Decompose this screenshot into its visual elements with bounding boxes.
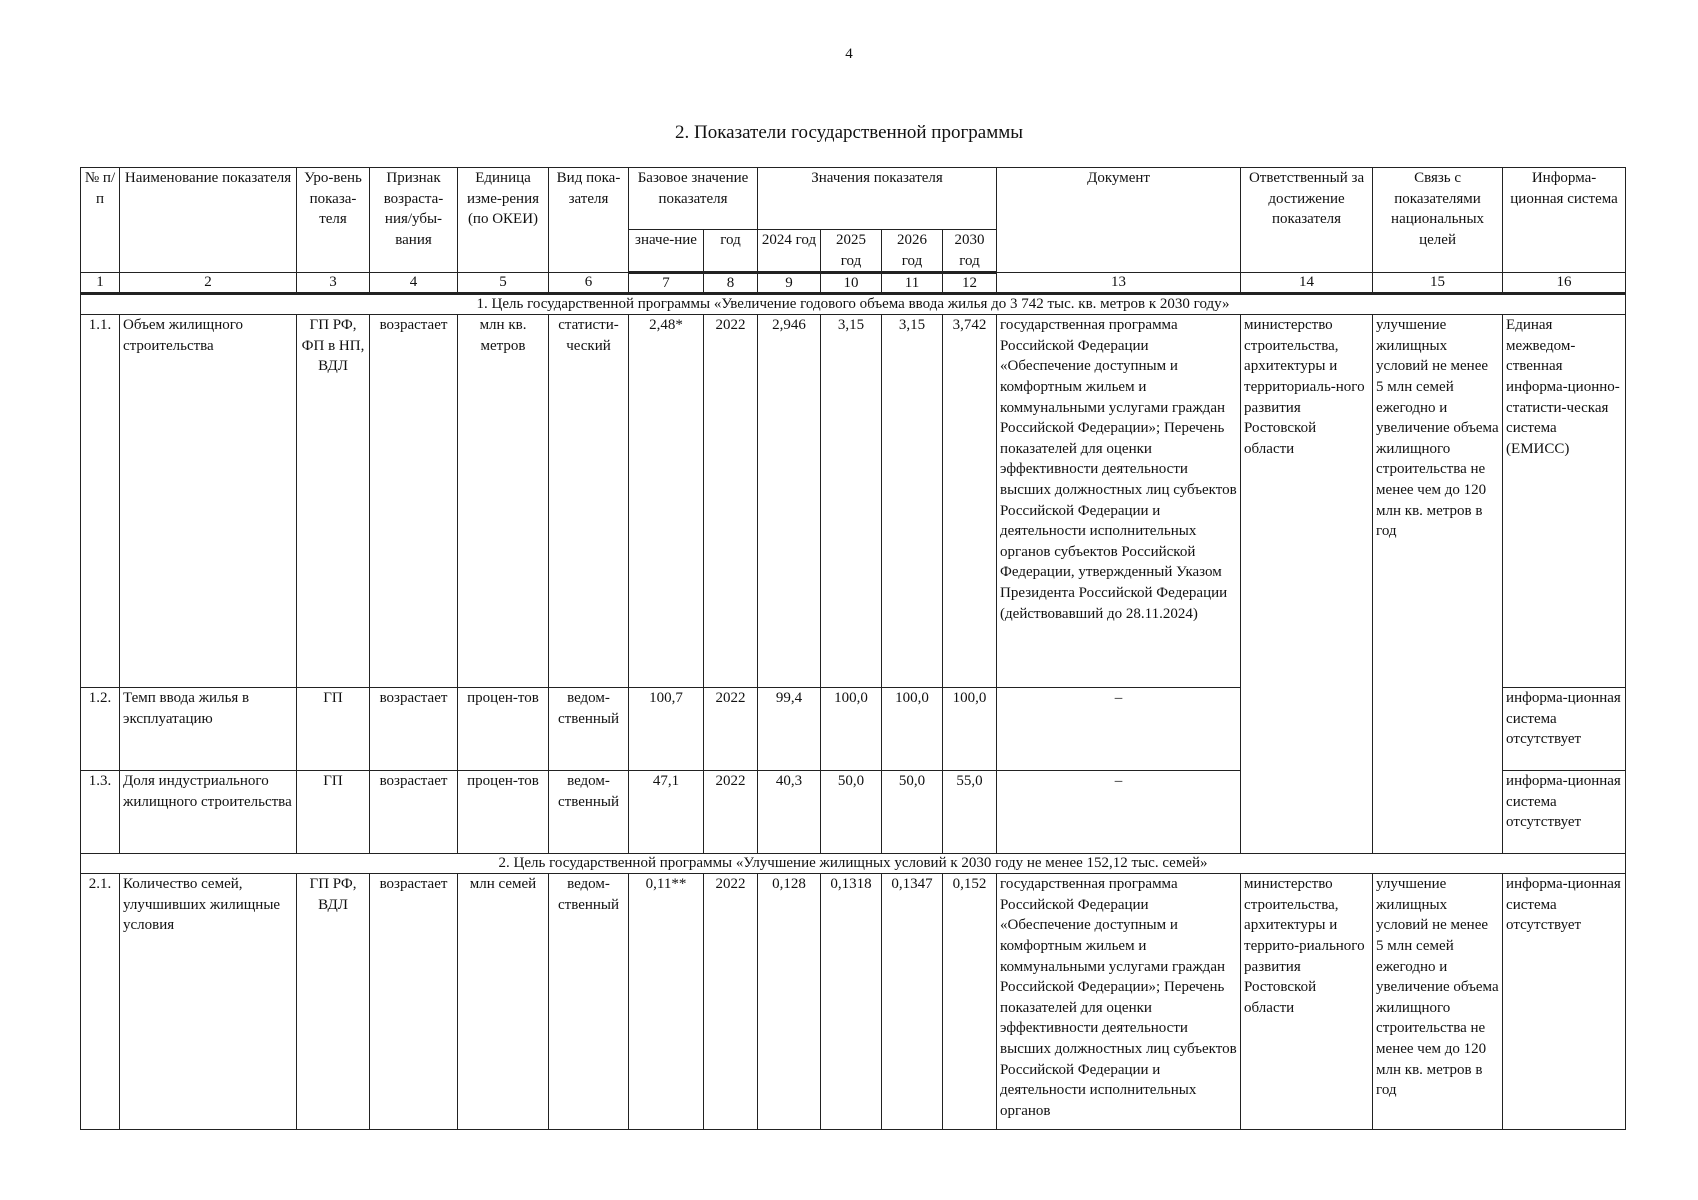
column-number: 5: [458, 273, 549, 294]
base-value: 100,7: [629, 688, 704, 771]
base-year: 2022: [704, 771, 758, 854]
value-2025: 3,15: [821, 315, 882, 688]
base-year: 2022: [704, 874, 758, 1130]
column-number: 14: [1241, 273, 1373, 294]
header-info-system: Информа-ционная система: [1503, 168, 1626, 273]
info-system-cell: информа-ционная система отсутствует: [1503, 688, 1626, 771]
national-goal-link-cell: улучшение жилищных условий не менее 5 млн семей ежегодно и увеличение объема жилищного строительства не менее чем до 120 млн кв. метров в год: [1373, 874, 1503, 1130]
column-number: 6: [549, 273, 629, 294]
header-num: № п/п: [81, 168, 120, 273]
row-number: 1.3.: [81, 771, 120, 854]
goal-row: [81, 854, 1626, 874]
column-number: 4: [370, 273, 458, 294]
header-2026: 2026 год: [882, 230, 943, 273]
column-number: 9: [758, 273, 821, 294]
indicator-name: Доля индустриального жилищного строительства: [120, 771, 297, 854]
header-unit: Единица изме-рения (по ОКЕИ): [458, 168, 549, 273]
column-number: 10: [821, 273, 882, 294]
goal-1: 1. Цель государственной программы «Увеличение годового объема ввода жилья до 3 742 тыс. кв. метров к 2030 году»: [81, 294, 1626, 315]
row-number: 1.2.: [81, 688, 120, 771]
base-value: 2,48*: [629, 315, 704, 688]
header-sign: Признак возраста-ния/убы-вания: [370, 168, 458, 273]
header-values: Значения показателя: [758, 168, 997, 230]
info-system-cell: информа-ционная система отсутствует: [1503, 874, 1626, 1130]
document-cell: государственная программа Российской Федерации «Обеспечение доступным и комфортным жильем и коммунальными услугами граждан Российской Федерации»; Перечень показателей для оценки эффективности деятельности высших должностных лиц субъектов Российской Федерации и деятельности исполнительных органов: [997, 874, 1241, 1130]
column-number: 7: [629, 273, 704, 294]
document-cell: –: [997, 771, 1241, 854]
indicator-unit: млн кв. метров: [458, 315, 549, 688]
indicator-type: статисти-ческий: [549, 315, 629, 688]
info-system-cell: Единая межведом-ственная информа-ционно-статисти-ческая система (ЕМИСС): [1503, 315, 1626, 688]
indicator-unit: процен-тов: [458, 688, 549, 771]
indicator-sign: возрастает: [370, 874, 458, 1130]
value-2024: 0,128: [758, 874, 821, 1130]
header-2030: 2030 год: [943, 230, 997, 273]
column-number: 12: [943, 273, 997, 294]
indicator-level: ГП РФ, ВДЛ: [297, 874, 370, 1130]
base-year: 2022: [704, 315, 758, 688]
page-title: 2. Показатели государственной программы: [674, 122, 1024, 143]
indicator-level: ГП: [297, 688, 370, 771]
indicator-name: Количество семей, улучшивших жилищные условия: [120, 874, 297, 1130]
table-row: [81, 315, 1626, 688]
row-number: 2.1.: [81, 874, 120, 1130]
header-name: Наименование показателя: [120, 168, 297, 273]
goal-2: 2. Цель государственной программы «Улучшение жилищных условий к 2030 году не менее 152,12 тыс. семей»: [81, 854, 1626, 874]
indicator-unit: млн семей: [458, 874, 549, 1130]
value-2026: 3,15: [882, 315, 943, 688]
national-goal-link-cell: улучшение жилищных условий не менее 5 млн семей ежегодно и увеличение объема жилищного строительства не менее чем до 120 млн кв. метров в год: [1373, 315, 1503, 854]
header-base: Базовое значение показателя: [629, 168, 758, 230]
column-number: 1: [81, 273, 120, 294]
value-2026: 50,0: [882, 771, 943, 854]
header-type: Вид пока-зателя: [549, 168, 629, 273]
indicator-sign: возрастает: [370, 688, 458, 771]
value-2025: 100,0: [821, 688, 882, 771]
indicators-table: [80, 167, 1626, 1130]
column-number: 15: [1373, 273, 1503, 294]
value-2030: 3,742: [943, 315, 997, 688]
base-value: 0,11**: [629, 874, 704, 1130]
header-2024: 2024 год: [758, 230, 821, 273]
header-2025: 2025 год: [821, 230, 882, 273]
value-2024: 99,4: [758, 688, 821, 771]
header-responsible: Ответственный за достижение показателя: [1241, 168, 1373, 273]
value-2030: 55,0: [943, 771, 997, 854]
document-cell: –: [997, 688, 1241, 771]
base-year: 2022: [704, 688, 758, 771]
goal-row: [81, 294, 1626, 315]
responsible-cell: министерство строительства, архитектуры и территориаль-ного развития Ростовской области: [1241, 315, 1373, 854]
info-system-cell: информа-ционная система отсутствует: [1503, 771, 1626, 854]
indicator-type: ведом-ственный: [549, 771, 629, 854]
value-2024: 2,946: [758, 315, 821, 688]
column-number: 11: [882, 273, 943, 294]
column-number: 8: [704, 273, 758, 294]
header-national-goals: Связь с показателями национальных целей: [1373, 168, 1503, 273]
value-2025: 50,0: [821, 771, 882, 854]
value-2024: 40,3: [758, 771, 821, 854]
value-2030: 100,0: [943, 688, 997, 771]
indicator-sign: возрастает: [370, 771, 458, 854]
page-number: 4: [845, 46, 853, 62]
indicator-type: ведом-ственный: [549, 874, 629, 1130]
indicator-unit: процен-тов: [458, 771, 549, 854]
document-cell: государственная программа Российской Федерации «Обеспечение доступным и комфортным жильем и коммунальными услугами граждан Российской Федерации»; Перечень показателей для оценки эффективности деятельности высших должностных лиц субъектов Российской Федерации и деятельности исполнительных органов субъектов Российской Федерации, утвержденный Указом Президента Российской Федерации (действовавший до 28.11.2024): [997, 315, 1241, 688]
column-number: 3: [297, 273, 370, 294]
row-number: 1.1.: [81, 315, 120, 688]
indicator-level: ГП: [297, 771, 370, 854]
table-row: [81, 874, 1626, 1130]
value-2025: 0,1318: [821, 874, 882, 1130]
indicator-level: ГП РФ, ФП в НП, ВДЛ: [297, 315, 370, 688]
value-2026: 0,1347: [882, 874, 943, 1130]
header-base-value: значе-ние: [629, 230, 704, 273]
header-document: Документ: [997, 168, 1241, 273]
header-level: Уро-вень показа-теля: [297, 168, 370, 273]
indicator-type: ведом-ственный: [549, 688, 629, 771]
header-row: [81, 168, 1626, 230]
value-2026: 100,0: [882, 688, 943, 771]
responsible-cell: министерство строительства, архитектуры и террито-риального развития Ростовской области: [1241, 874, 1373, 1130]
column-number: 13: [997, 273, 1241, 294]
column-number: 2: [120, 273, 297, 294]
indicator-name: Объем жилищного строительства: [120, 315, 297, 688]
base-value: 47,1: [629, 771, 704, 854]
indicator-name: Темп ввода жилья в эксплуатацию: [120, 688, 297, 771]
indicator-sign: возрастает: [370, 315, 458, 688]
column-number-row: [81, 273, 1626, 294]
value-2030: 0,152: [943, 874, 997, 1130]
header-base-year: год: [704, 230, 758, 273]
column-number: 16: [1503, 273, 1626, 294]
